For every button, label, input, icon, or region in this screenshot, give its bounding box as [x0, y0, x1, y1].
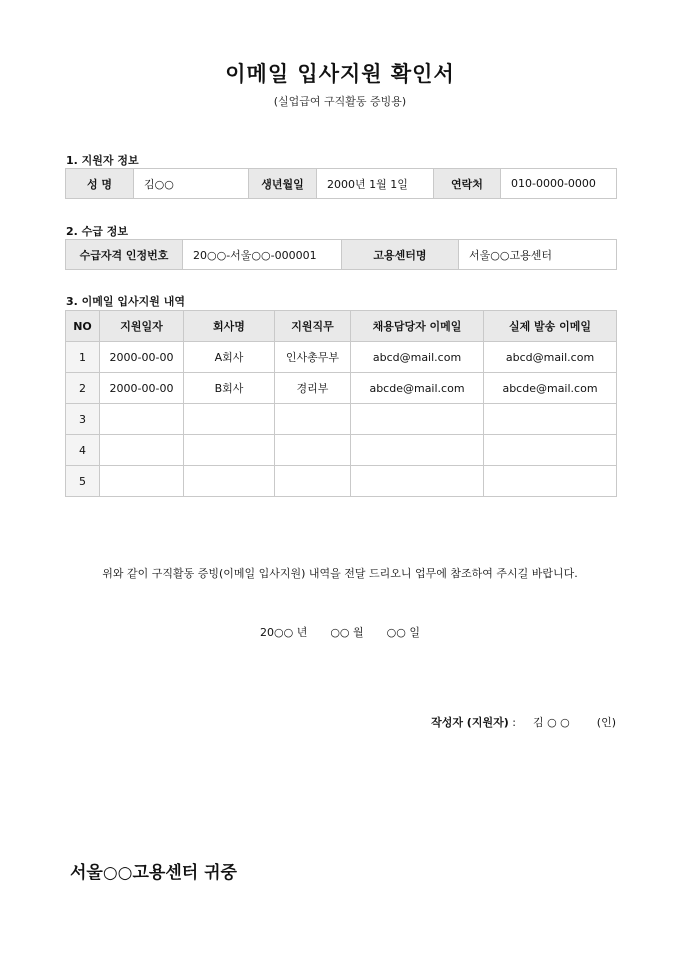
- center-name-value: 서울○○고용센터: [459, 240, 617, 270]
- signature-name: 김 ○ ○: [532, 716, 570, 729]
- column-header-position: 지원직무: [275, 311, 351, 342]
- column-header-no: NO: [66, 311, 100, 342]
- row-number: 4: [66, 435, 100, 466]
- position: 경리부: [275, 373, 351, 404]
- sent-email: abcd@mail.com: [484, 342, 617, 373]
- apply-date: [100, 435, 184, 466]
- confirmation-statement: 위와 같이 구직활동 증빙(이메일 입사지원) 내역을 전달 드리오니 업무에 참조하여 주시길 바랍니다.: [102, 567, 578, 580]
- section-applications-heading: 3. 이메일 입사지원 내역: [66, 295, 185, 308]
- table-row: [66, 404, 617, 435]
- name-value: 김○○: [134, 169, 249, 199]
- signature-label: 작성자 (지원자): [431, 716, 509, 729]
- name-label: 성 명: [66, 169, 134, 199]
- center-name-label: 고용센터명: [342, 240, 459, 270]
- dob-label: 생년월일: [249, 169, 317, 199]
- table-row: [66, 373, 617, 404]
- contact-value: 010-0000-0000: [501, 169, 617, 199]
- document-subtitle: (실업급여 구직활동 증빙용): [273, 95, 407, 108]
- position: [275, 404, 351, 435]
- signature-colon: :: [512, 716, 516, 729]
- section-applicant-heading: 1. 지원자 정보: [66, 154, 139, 167]
- column-header-sent-email: 실제 발송 이메일: [484, 311, 617, 342]
- applicant-info-row: [66, 169, 617, 199]
- apply-date: 2000-00-00: [100, 342, 184, 373]
- table-row: [66, 342, 617, 373]
- recruiter-email: [351, 435, 484, 466]
- contact-label: 연락처: [434, 169, 501, 199]
- column-header-recruiter-email: 채용담당자 이메일: [351, 311, 484, 342]
- recruiter-email: abcde@mail.com: [351, 373, 484, 404]
- date-year: 20○○ 년: [260, 626, 308, 639]
- row-number: 2: [66, 373, 100, 404]
- recipient: 서울○○고용센터 귀중: [70, 863, 237, 883]
- sent-email: abcde@mail.com: [484, 373, 617, 404]
- table-row: [66, 435, 617, 466]
- apply-date: 2000-00-00: [100, 373, 184, 404]
- column-header-company: 회사명: [184, 311, 275, 342]
- company-name: B회사: [184, 373, 275, 404]
- recruiter-email: [351, 466, 484, 497]
- cert-number-label: 수급자격 인정번호: [66, 240, 183, 270]
- company-name: A회사: [184, 342, 275, 373]
- column-header-date: 지원일자: [100, 311, 184, 342]
- table-row: [66, 466, 617, 497]
- apply-date: [100, 404, 184, 435]
- date-month: ○○ 월: [330, 626, 364, 639]
- recruiter-email: [351, 404, 484, 435]
- company-name: [184, 435, 275, 466]
- position: [275, 466, 351, 497]
- benefit-info-row: [66, 240, 617, 270]
- company-name: [184, 466, 275, 497]
- row-number: 3: [66, 404, 100, 435]
- benefit-info-table: [65, 239, 617, 270]
- signature-line: [431, 714, 616, 730]
- position: 인사총무부: [275, 342, 351, 373]
- section-benefit-heading: 2. 수급 정보: [66, 225, 128, 238]
- document-title: 이메일 입사지원 확인서: [225, 62, 455, 86]
- company-name: [184, 404, 275, 435]
- cert-number-value: 20○○-서울○○-000001: [183, 240, 342, 270]
- position: [275, 435, 351, 466]
- table-header-row: [66, 311, 617, 342]
- date-day: ○○ 일: [386, 626, 420, 639]
- apply-date: [100, 466, 184, 497]
- sent-email: [484, 404, 617, 435]
- recruiter-email: abcd@mail.com: [351, 342, 484, 373]
- document-date: [0, 624, 680, 640]
- sent-email: [484, 435, 617, 466]
- sent-email: [484, 466, 617, 497]
- row-number: 5: [66, 466, 100, 497]
- applicant-info-table: [65, 168, 617, 199]
- row-number: 1: [66, 342, 100, 373]
- signature-seal: (인): [596, 716, 616, 729]
- applications-table: [65, 310, 617, 497]
- dob-value: 2000년 1월 1일: [317, 169, 434, 199]
